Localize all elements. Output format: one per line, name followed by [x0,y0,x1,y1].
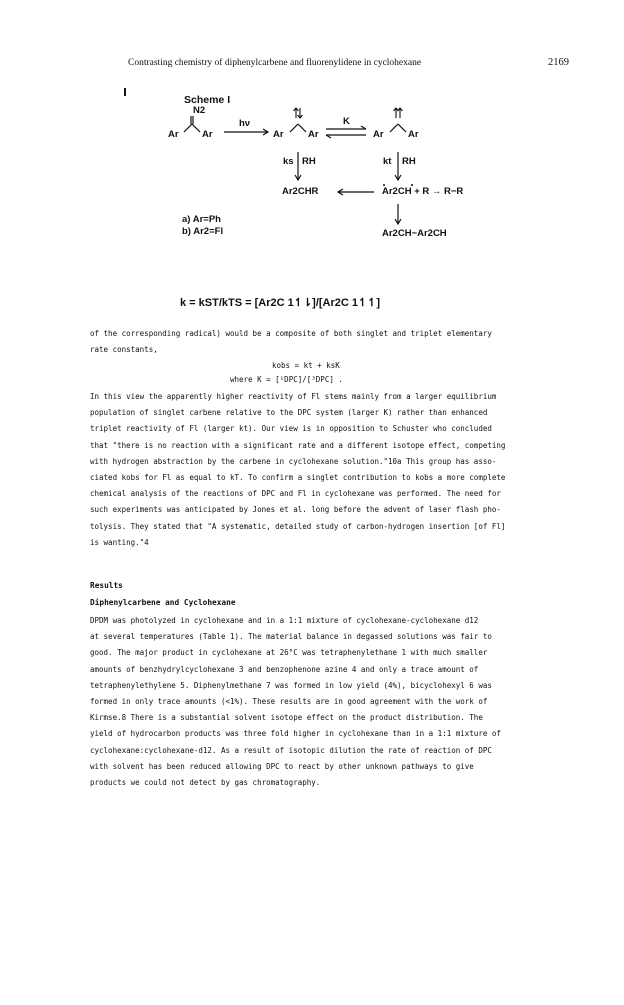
scheme-triplet-ar-right: Ar [408,129,419,140]
scheme-title: Scheme I [184,94,231,106]
scheme-label-b: b) Ar2=Fl [182,226,224,237]
text-line: that "there is no reaction with a significant rate and a different isotope effect, competing [90,440,506,450]
reaction-scheme [160,88,464,258]
text-line: with hydrogen abstraction by the carbene in cyclohexane solution."10a This group has asso- [90,456,497,466]
text-line: In this view the apparently higher reactivity of Fl stems mainly from a larger equilibrium [90,392,497,401]
equation-k-definition: where K = [¹DPC]/[³DPC] . [230,375,343,384]
text-line: rate constants, [90,345,158,355]
margin-mark [124,88,126,96]
text-line: cyclohexane:cyclohexane-d12. As a result of isotopic dilution the rate of reaction of DPC [90,745,492,755]
scheme-hv: hν [239,118,251,129]
scheme-ks: ks [283,156,294,167]
text-line: DPDM was photolyzed in cyclohexane and in a 1:1 mixture of cyclohexane-cyclohexane d12 [90,616,479,625]
scheme-n2: N2 [193,105,206,116]
scheme-k-equilibrium: K [343,116,350,127]
scheme-label-a: a) Ar=Ph [182,214,221,225]
subsection-heading: Diphenylcarbene and Cyclohexane [90,598,236,607]
text-line: tetraphenylethylene 5. Diphenylmethane 7 was formed in low yield (4%), bicyclohexyl 6 was [90,680,492,690]
equation-kobs: kobs = kt + ksK [272,361,340,370]
text-line: such experiments was anticipated by Jones et al. long before the advent of laser flash pho- [90,505,501,515]
scheme-rh-triplet: RH [402,156,416,167]
text-line: at several temperatures (Table 1). The material balance in degassed solutions was fair to [90,632,492,642]
text-line: tolysis. They stated that "A systematic, detailed study of carbon-hydrogen insertion [of Fl] [90,521,506,531]
paragraph-3 [90,613,501,791]
page-number: 2169 [548,57,569,68]
text-line: ciated kobs for Fl as equal to kT. To confirm a singlet contribution to kobs a more complete [90,473,506,483]
scheme-rh-singlet: RH [302,156,316,167]
text-line: amounts of benzhydrylcyclohexane 3 and benzophenone azine 4 and only a trace amount of [90,664,479,674]
scheme-triplet-ar-left: Ar [373,129,384,140]
text-line: products we could not detect by gas chromatography. [90,778,321,788]
scheme-dimer: Ar2CH−Ar2CH [382,228,447,239]
text-line: triplet reactivity of Fl (larger kt). Our view is in opposition to Schuster who concluded [90,424,492,434]
scheme-singlet-ar-right: Ar [308,129,319,140]
scheme-ar-left: Ar [168,129,179,140]
paragraph-1 [90,326,492,358]
running-title: Contrasting chemistry of diphenylcarbene and fluorenylidene in cyclohexane [128,58,422,68]
results-heading: Results [90,581,123,590]
text-line: is wanting."4 [90,537,149,547]
text-line: formed in only trace amounts (<1%). These results are in good agreement with the work of [90,697,488,707]
scheme-ar-right: Ar [202,129,213,140]
text-line: of the corresponding radical) would be a composite of both singlet and triplet elementary [90,329,492,338]
text-line: Kirmse.8 There is a substantial solvent isotope effect on the product distribution. The [90,713,483,723]
text-line: chemical analysis of the reactions of DPC and Fl in cyclohexane was performed. The need for [90,489,501,499]
rate-ratio-equation: k = kST/kTS = [Ar2C 1↿⇂]/[Ar2C 1↿↿] [180,297,381,309]
scheme-singlet-ar-left: Ar [273,129,284,140]
paragraph-2 [90,389,505,551]
scheme-kt: kt [383,156,392,167]
scheme-radical-products: Ar2CH + R → R−R [382,186,464,197]
scheme-ar2chr: Ar2CHR [282,186,319,197]
text-line: population of singlet carbene relative to the DPC system (larger K) rather than enhanced [90,408,488,418]
text-line: with solvent has been reduced allowing DPC to react by other unknown pathways to give [90,761,474,771]
text-line: good. The major product in cyclohexane at 26°C was tetraphenylethane 1 with much smaller [90,648,488,658]
text-line: yield of hydrocarbon products was three fold higher in cyclohexane than in a 1:1 mixture of [90,729,501,739]
